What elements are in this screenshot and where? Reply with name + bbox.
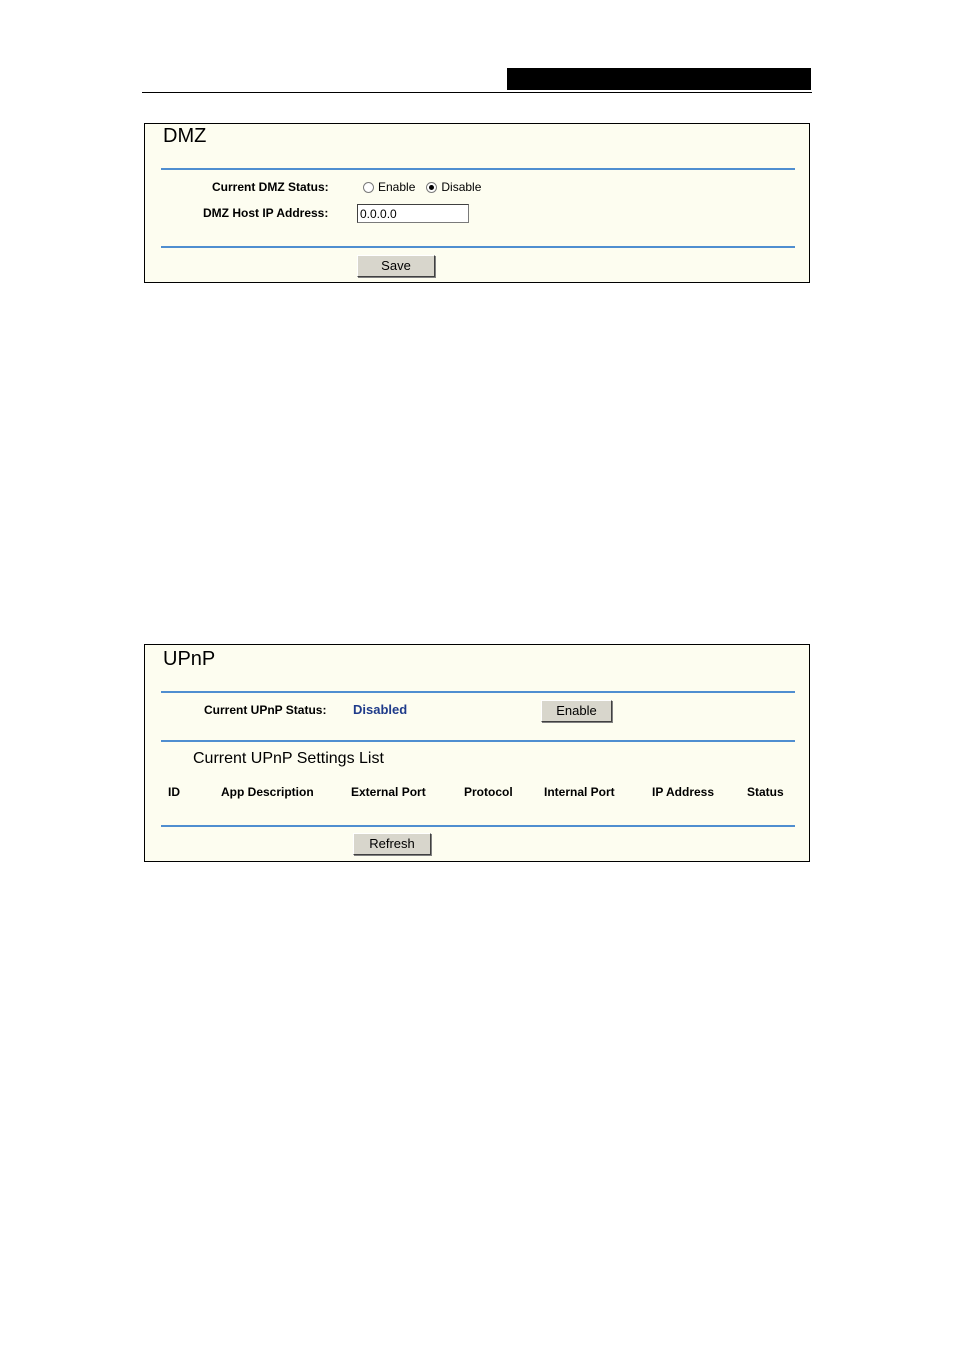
dmz-disable-label[interactable]: Disable [441, 180, 482, 194]
upnp-status-value: Disabled [353, 702, 408, 717]
upnp-title: UPnP [163, 648, 216, 670]
dmz-enable-radio[interactable] [363, 182, 374, 193]
save-button[interactable]: Save [357, 255, 435, 277]
upnp-status-label: Current UPnP Status: [204, 703, 327, 717]
dmz-host-ip-label: DMZ Host IP Address: [203, 206, 329, 220]
dmz-title: DMZ [163, 125, 207, 147]
upnp-top-rule [161, 691, 795, 693]
dmz-enable-label[interactable]: Enable [378, 180, 416, 194]
col-header-external-port: External Port [351, 785, 426, 799]
dmz-panel [144, 123, 810, 283]
dmz-status-radios [363, 180, 492, 194]
col-header-protocol: Protocol [464, 785, 513, 799]
upnp-mid-rule [161, 740, 795, 742]
header-bar [507, 68, 811, 90]
dmz-disable-radio[interactable] [426, 182, 437, 193]
col-header-ip-address: IP Address [652, 785, 715, 799]
upnp-list-title: Current UPnP Settings List [193, 750, 384, 767]
header-rule [142, 92, 812, 93]
refresh-button[interactable]: Refresh [353, 833, 431, 855]
col-header-id: ID [168, 785, 180, 799]
dmz-status-label: Current DMZ Status: [212, 180, 329, 194]
dmz-top-rule [161, 168, 795, 170]
col-header-internal-port: Internal Port [544, 785, 615, 799]
upnp-enable-button[interactable]: Enable [541, 700, 612, 722]
dmz-bottom-rule [161, 246, 795, 248]
dmz-host-ip-input[interactable] [357, 204, 469, 223]
upnp-bottom-rule [161, 825, 795, 827]
col-header-status: Status [747, 785, 784, 799]
col-header-app-description: App Description [221, 785, 314, 799]
upnp-panel [144, 644, 810, 862]
